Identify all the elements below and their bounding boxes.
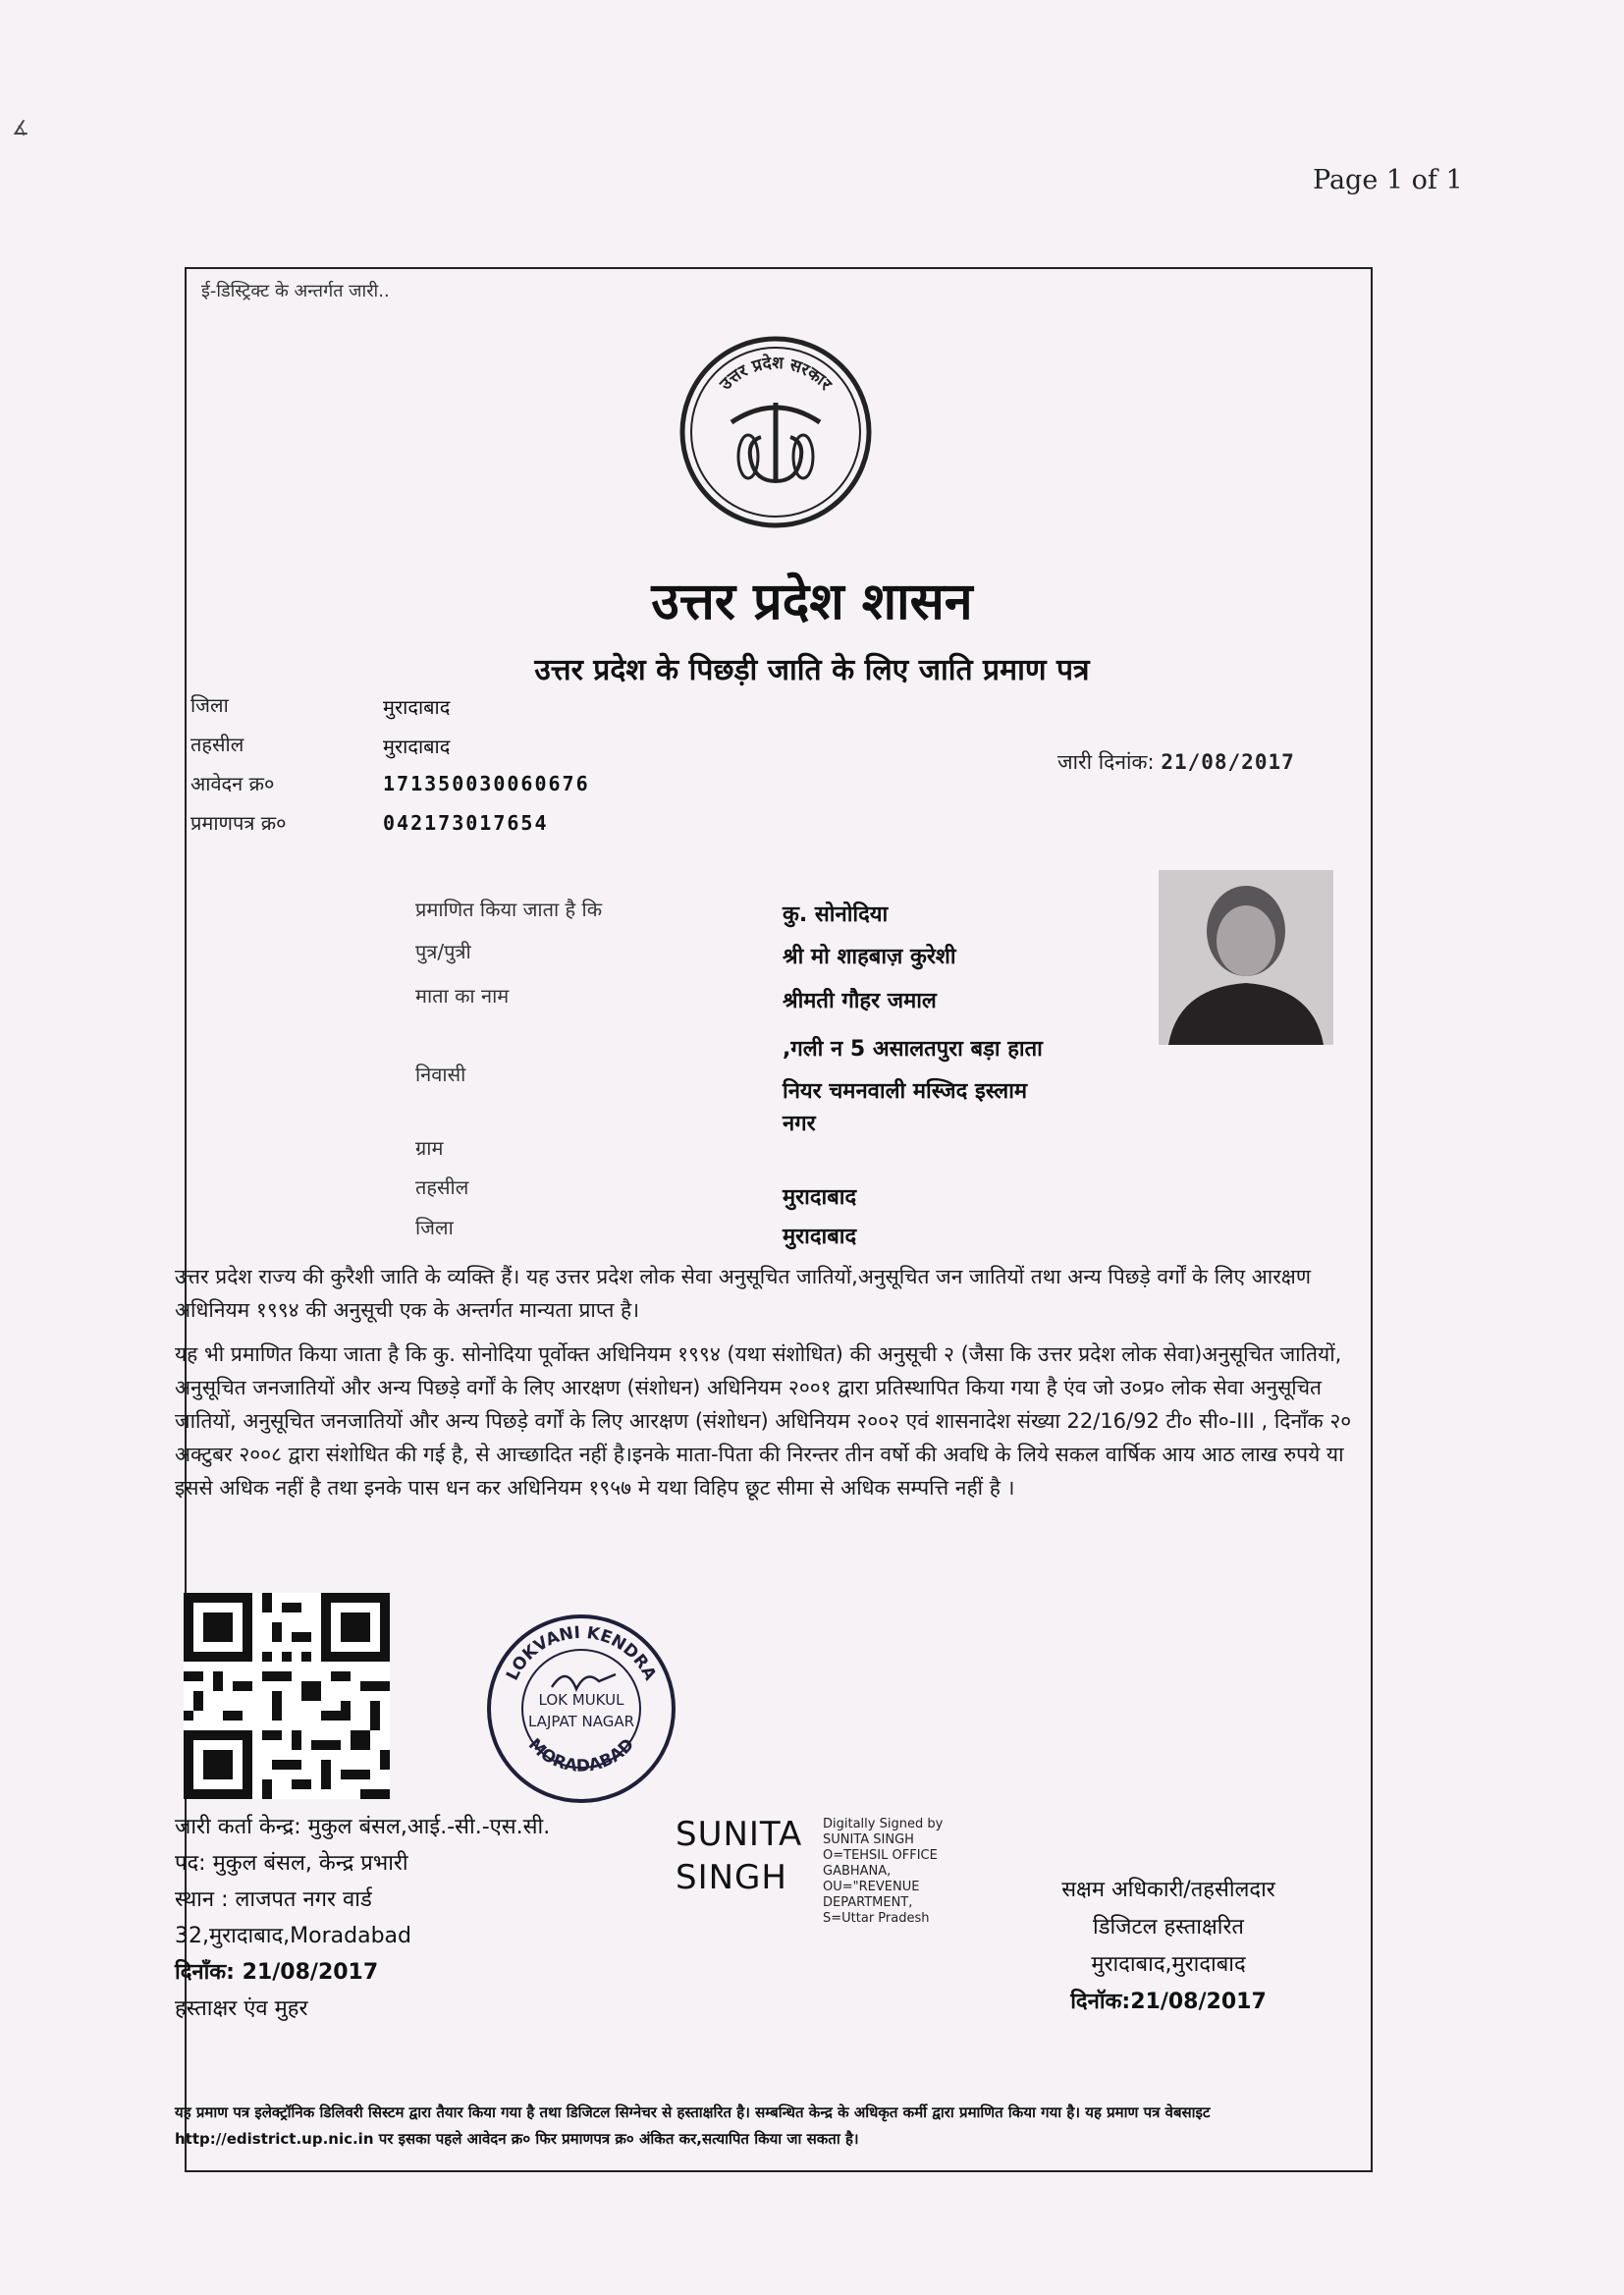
signature-detail-line: SUNITA SINGH [823,1832,914,1847]
address-line-1: ,गली न 5 असालतपुरा बड़ा हाता [783,1037,1043,1062]
district2-value: मुरादाबाद [783,1225,857,1249]
issuer-place-line-1: स्थान : लाजपत नगर वार्ड [175,1887,372,1912]
authority-location: मुरादाबाद,मुरादाबाद [1091,1952,1246,1977]
district2-label: जिला [415,1216,454,1239]
origin-note: ई-डिस्ट्रिक्ट के अन्तर्गत जारी.. [201,281,390,301]
applicant-name: कु. सोनोदिया [783,902,889,927]
up-government-emblem [677,334,874,530]
district-value: मुरादाबाद [383,695,451,719]
authority-designation: सक्षम अधिकारी/तहसीलदार [1061,1878,1275,1902]
issuer-post: पद: मुकुल बंसल, केन्द्र प्रभारी [175,1851,408,1876]
signer-first-name: SUNITA [676,1815,803,1854]
government-title: उत्तर प्रदेश शासन [651,572,973,631]
issuer-center: जारी कर्ता केन्द्र: मुकुल बंसल,आई.-सी.-एस.सी. [175,1815,551,1839]
verification-footer: यह प्रमाण पत्र इलेक्ट्रॉनिक डिलिवरी सिस्टम द्वारा तैयार किया गया है तथा डिजिटल सिग्नेचर से हस्ताक्षरित है। सम्बन्धित केन्द्र के अधिकृत कर्मी द्वारा प्रमाणित किया गया है। यह प्रमाण पत्र वेबसाइट http://edistrict.up.nic.in पर इसका पहले आवेदन क्र० फिर प्रमाणपत्र क्र० अंकित कर,सत्यापित किया जा सकता है। [175,2104,1211,2148]
issuer-details [175,1809,550,2027]
lokvani-kendra-seal [483,1611,679,1807]
district-label: जिला [190,693,229,717]
father-name: श्री मो शाहबाज़ कुरेशी [783,945,956,969]
issue-date [1057,748,1295,776]
application-number: 171350030060676 [383,772,590,795]
digital-signature-name [676,1813,802,1899]
signature-detail-line: OU="REVENUE [823,1880,920,1894]
village-label: ग्राम [415,1136,444,1160]
tehsil-label: तहसील [190,733,244,756]
issuer-date: दिनाँक: 21/08/2017 [175,1960,379,1985]
signature-detail-line: O=TEHSIL OFFICE [823,1848,938,1863]
mother-name: श्रीमती गौहर जमाल [783,989,937,1013]
resident-label: निवासी [415,1063,466,1086]
address-line-3: नगर [783,1112,816,1136]
certified-label: प्रमाणित किया जाता है कि [415,898,603,921]
authority-digital-note: डिजिटल हस्ताक्षरित [1093,1915,1244,1940]
address-line-2: नियर चमनवाली मस्जिद इस्लाम [783,1079,1028,1104]
signer-last-name: SINGH [676,1858,787,1897]
signature-detail-line: Digitally Signed by [823,1817,944,1831]
issue-date-value: 21/08/2017 [1161,750,1295,774]
seal-mid-text-1: LOK MUKUL [538,1691,624,1709]
creamy-layer-declaration-paragraph: यह भी प्रमाणित किया जाता है कि कु. सोनोदिया पूर्वोक्त अधिनियम १९९४ (यथा संशोधित) की अनुसूची २ (जैसा कि उत्तर प्रदेश लोक सेवा)अनुसूचित जातियों, अनुसूचित जनजातियों और अन्य पिछड़े वर्गों के लिए आरक्षण (संशोधन) अधिनियम २००१ द्वारा प्रतिस्थापित किया गया है एंव जो उ०प्र० लोक सेवा अनुसूचित जातियों, अनुसूचित जनजातियों और अन्य पिछड़े वर्गों के लिए आरक्षण (संशोधन) अधिनियम २००२ एवं शासनादेश संख्या 22/16/92 टी० सी०-III , दिनाँक २० अक्टुबर २००८ द्वारा संशोधित की गई है, से आच्छादित नहीं है।इनके माता-पिता की निरन्तर तीन वर्षो की अवधि के लिये सकल वार्षिक आय आठ लाख रुपये या इससे अधिक नहीं है तथा इनके पास धन कर अधिनियम १९५७ मे यथा विहिप छूट सीमा से अधिक सम्पत्ति नहीं है । [175,1342,1352,1500]
signature-detail-line: GABHANA, [823,1864,892,1879]
certificate-number: 042173017654 [383,811,549,835]
qr-code [184,1593,390,1799]
application-number-label: आवेदन क्र० [190,772,275,795]
certificate-number-label: प्रमाणपत्र क्र० [190,811,287,835]
tehsil2-value: मुरादाबाद [783,1185,857,1210]
issuer-place-line-2: 32,मुरादाबाद,Moradabad [175,1924,411,1948]
seal-top-text: LOKVANI KENDRA [502,1622,660,1684]
signature-detail-line: DEPARTMENT, [823,1895,913,1910]
competent-authority [1021,1872,1316,2021]
digital-signature-details [823,1817,980,1927]
seal-bottom-text: MORADABAD [523,1734,639,1776]
tehsil-value: मुरादाबाद [383,735,451,758]
caste-declaration-paragraph: उत्तर प्रदेश राज्य की कुरैशी जाति के व्यक्ति हैं। यह उत्तर प्रदेश लोक सेवा अनुसूचित जातियों,अनुसूचित जन जातियों तथा अन्य पिछड़े वर्गों के लिए आरक्षण अधिनियम १९९४ की अनुसूची एक के अन्तर्गत मान्यता प्राप्त है। [175,1265,1312,1322]
mother-label: माता का नाम [415,984,510,1008]
signature-detail-line: S=Uttar Pradesh [823,1911,930,1926]
child-of-label: पुत्र/पुत्री [415,940,471,963]
svg-text:MORADABAD [524,1735,638,1776]
stray-mark: ∡ [12,116,29,139]
authority-date: दिनॉक:21/08/2017 [1070,1990,1267,2014]
seal-mid-text-2: LAJPAT NAGAR [527,1713,635,1730]
tehsil2-label: तहसील [415,1175,469,1199]
certificate-title: उत्तर प्रदेश के पिछड़ी जाति के लिए जाति प्रमाण पत्र [534,653,1090,687]
page-number: Page 1 of 1 [1313,165,1463,195]
applicant-photo [1159,870,1333,1045]
issuer-sign-label: हस्ताक्षर एंव मुहर [175,1996,308,2021]
emblem-text: उत्तर प्रदेश सरकार [716,353,836,395]
issue-date-label: जारी दिनांक: [1057,750,1155,774]
